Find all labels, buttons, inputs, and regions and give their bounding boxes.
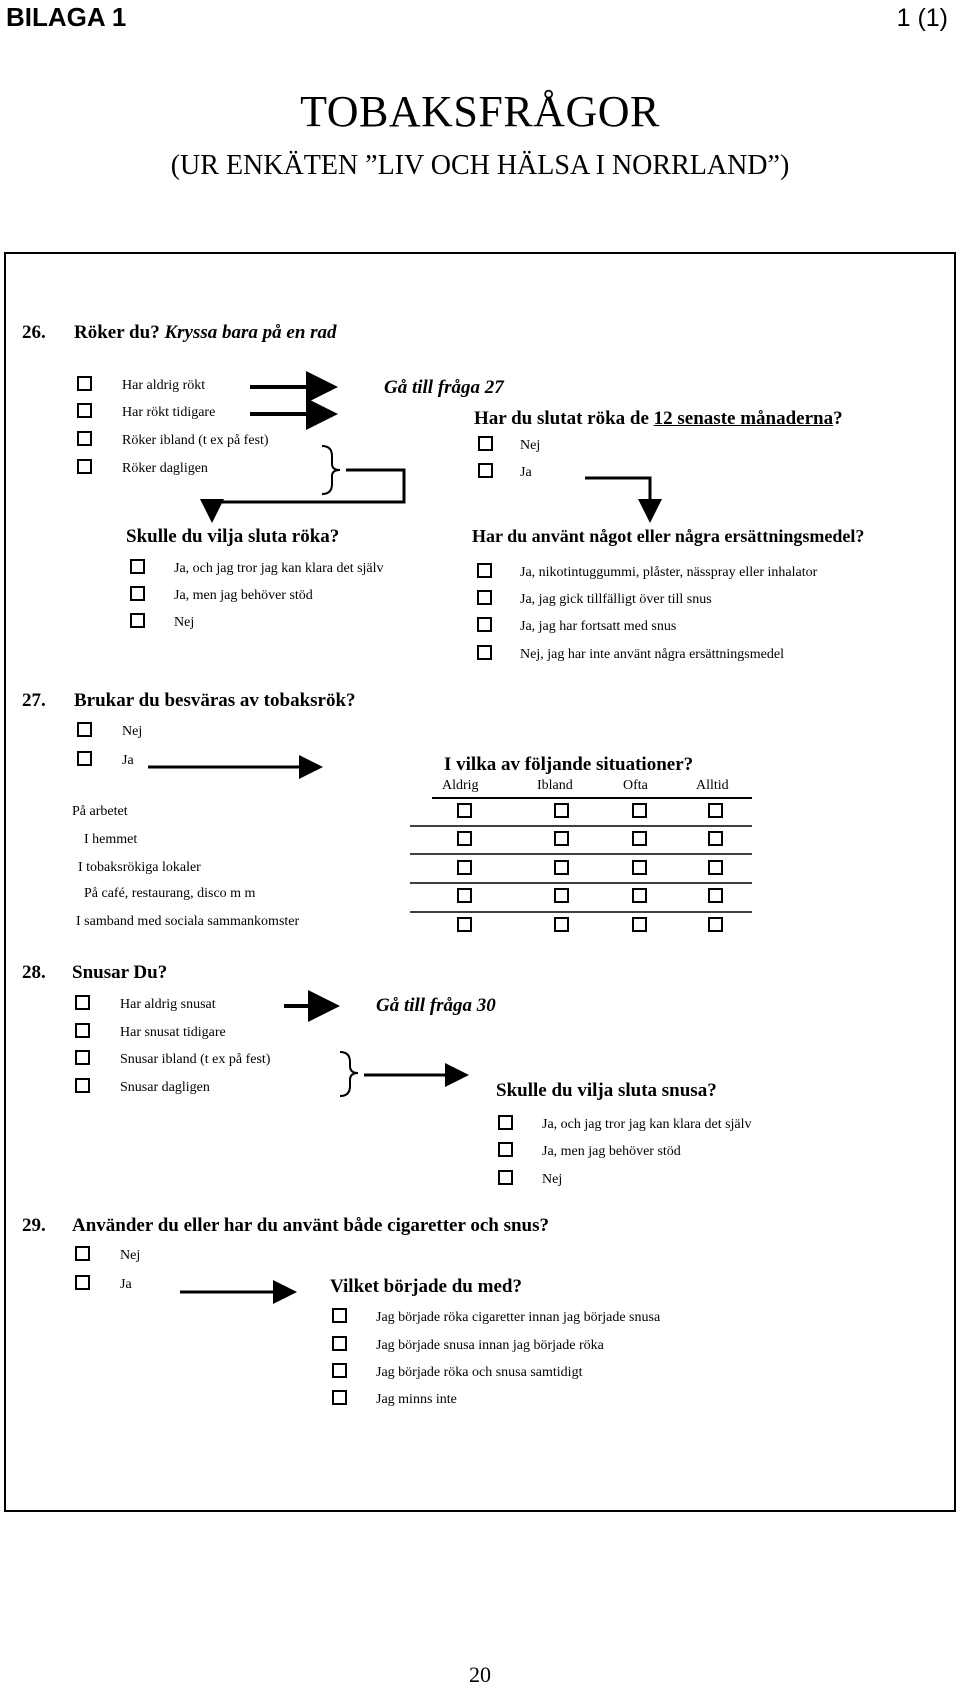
q29-first-option-3-label: Jag började röka och snusa samtidigt [376,1365,583,1380]
q26-stop-option-1-label: Ja, och jag tror jag kan klara det själv [174,561,384,576]
q26-option-1-label: Har aldrig rökt [122,378,206,393]
q29-first-option-1-checkbox[interactable] [332,1308,347,1323]
q27-yes-checkbox[interactable] [77,751,92,766]
q29-first-option-1-label: Jag började röka cigaretter innan jag började snusa [376,1310,661,1325]
q27-row-1-never-checkbox[interactable] [457,803,472,818]
q27-row-2-often-checkbox[interactable] [632,831,647,846]
q28-question: Snusar Du? [72,962,168,983]
q28-goto: Gå till fråga 30 [376,995,496,1016]
q27-row-3-label: I tobaksrökiga lokaler [78,860,201,875]
q27-row-3-always-checkbox[interactable] [708,860,723,875]
q26-stop-question: Skulle du vilja sluta röka? [126,526,340,547]
q29-first-option-3-checkbox[interactable] [332,1363,347,1378]
q27-col-sometimes: Ibland [537,778,573,793]
q26-aids-option-1-checkbox[interactable] [477,563,492,578]
q27-row-3-never-checkbox[interactable] [457,860,472,875]
q29-first-option-2-label: Jag började snusa innan jag började röka [376,1338,604,1353]
q27-row-1-always-checkbox[interactable] [708,803,723,818]
q26-aids-option-4-label: Nej, jag har inte använt några ersättningsmedel [520,647,784,662]
q26-stop-option-1-checkbox[interactable] [130,559,145,574]
q27-yes-label: Ja [122,753,134,768]
q26-question: Röker du? [74,322,160,343]
arrow-q26-smokers [212,470,404,520]
q26-quit-no-checkbox[interactable] [478,436,493,451]
q29-first-question: Vilket började du med? [330,1276,522,1297]
q26-text [74,322,337,344]
q27-row-4-label: På café, restaurang, disco m m [84,886,256,901]
q28-option-1-checkbox[interactable] [75,995,90,1010]
q26-quit-question [474,408,843,430]
q27-row-5-sometimes-checkbox[interactable] [554,917,569,932]
q26-option-2-label: Har rökt tidigare [122,405,216,420]
document-title: TOBAKSFRÅGOR [300,87,660,136]
q26-stop-option-2-checkbox[interactable] [130,586,145,601]
q28-stop-option-1-label: Ja, och jag tror jag kan klara det själv [542,1117,752,1132]
q26-quit-yes-checkbox[interactable] [478,463,493,478]
q26-quit-yes-label: Ja [520,465,532,480]
q29-no-checkbox[interactable] [75,1246,90,1261]
q27-row-5-often-checkbox[interactable] [632,917,647,932]
q26-quit-text: Har du slutat röka de [474,408,649,429]
q26-hint: Kryssa bara på en rad [164,322,337,343]
q29-yes-checkbox[interactable] [75,1275,90,1290]
q28-option-3-checkbox[interactable] [75,1050,90,1065]
q26-aids-option-3-label: Ja, jag har fortsatt med snus [520,619,677,634]
brace-q26 [322,446,340,494]
q28-option-4-label: Snusar dagligen [120,1080,210,1095]
q26-option-1-checkbox[interactable] [77,376,92,391]
q28-stop-option-3-checkbox[interactable] [498,1170,513,1185]
q26-aids-option-4-checkbox[interactable] [477,645,492,660]
q28-stop-option-3-label: Nej [542,1172,563,1187]
q29-first-option-4-checkbox[interactable] [332,1390,347,1405]
q29-first-option-2-checkbox[interactable] [332,1336,347,1351]
q28-number: 28. [22,962,46,983]
q28-option-2-checkbox[interactable] [75,1023,90,1038]
q26-option-4-label: Röker dagligen [122,461,208,476]
q27-no-label: Nej [122,724,143,739]
q27-row-3-often-checkbox[interactable] [632,860,647,875]
q27-row-4-often-checkbox[interactable] [632,888,647,903]
q28-option-1-label: Har aldrig snusat [120,997,216,1012]
q26-aids-option-1-label: Ja, nikotintuggummi, plåster, nässpray eller inhalator [520,565,818,580]
q26-goto: Gå till fråga 27 [384,377,504,398]
q27-row-3-sometimes-checkbox[interactable] [554,860,569,875]
q28-stop-option-2-checkbox[interactable] [498,1142,513,1157]
q28-option-2-label: Har snusat tidigare [120,1025,226,1040]
q28-stop-question: Skulle du vilja sluta snusa? [496,1080,717,1101]
q29-question: Använder du eller har du använt både cigaretter och snus? [72,1215,549,1236]
q27-row-4-never-checkbox[interactable] [457,888,472,903]
q28-option-3-label: Snusar ibland (t ex på fest) [120,1052,271,1067]
q26-aids-option-3-checkbox[interactable] [477,617,492,632]
q27-col-never: Aldrig [442,778,479,793]
q29-number: 29. [22,1215,46,1236]
q26-stop-option-2-label: Ja, men jag behöver stöd [174,588,313,603]
q26-quit-emph: 12 senaste månaderna [653,408,834,429]
q27-number: 27. [22,690,46,711]
q27-no-checkbox[interactable] [77,722,92,737]
q26-stop-option-3-checkbox[interactable] [130,613,145,628]
q28-stop-option-2-label: Ja, men jag behöver stöd [542,1144,681,1159]
q27-row-1-sometimes-checkbox[interactable] [554,803,569,818]
q28-stop-option-1-checkbox[interactable] [498,1115,513,1130]
q26-number: 26. [22,322,46,343]
q26-option-3-checkbox[interactable] [77,431,92,446]
q26-option-2-checkbox[interactable] [77,403,92,418]
q26-aids-option-2-label: Ja, jag gick tillfälligt över till snus [520,592,712,607]
q27-col-always: Alltid [696,778,729,793]
q27-row-5-never-checkbox[interactable] [457,917,472,932]
page-count: 1 (1) [896,4,948,32]
q27-row-2-never-checkbox[interactable] [457,831,472,846]
q26-quit-no-label: Nej [520,438,541,453]
q27-row-2-always-checkbox[interactable] [708,831,723,846]
q29-no-label: Nej [120,1248,141,1263]
q27-row-4-always-checkbox[interactable] [708,888,723,903]
brace-q28 [340,1052,358,1096]
arrow-q26-quit-yes [585,478,650,520]
q26-stop-option-3-label: Nej [174,615,195,630]
q29-first-option-4-label: Jag minns inte [376,1392,457,1407]
q27-row-2-sometimes-checkbox[interactable] [554,831,569,846]
appendix-label: BILAGA 1 [6,2,127,32]
q28-option-4-checkbox[interactable] [75,1078,90,1093]
q27-row-2-label: I hemmet [84,832,138,847]
q26-aids-question: Har du använt något eller några ersättningsmedel? [472,526,865,546]
q26-aids-option-2-checkbox[interactable] [477,590,492,605]
page-number: 20 [469,1662,491,1687]
q27-row-1-label: På arbetet [72,804,128,819]
q26-option-3-label: Röker ibland (t ex på fest) [122,433,269,448]
q26-quit-end: ? [833,408,843,429]
q27-row-4-sometimes-checkbox[interactable] [554,888,569,903]
q27-situations-question: I vilka av följande situationer? [444,754,694,775]
q27-row-5-label: I samband med sociala sammankomster [76,914,300,929]
q27-question: Brukar du besväras av tobaksrök? [74,690,356,711]
q26-option-4-checkbox[interactable] [77,459,92,474]
q29-yes-label: Ja [120,1277,132,1292]
q27-row-1-often-checkbox[interactable] [632,803,647,818]
document-subtitle: (UR ENKÄTEN ”LIV OCH HÄLSA I NORRLAND”) [170,150,790,181]
q27-col-often: Ofta [623,778,648,793]
q27-row-5-always-checkbox[interactable] [708,917,723,932]
